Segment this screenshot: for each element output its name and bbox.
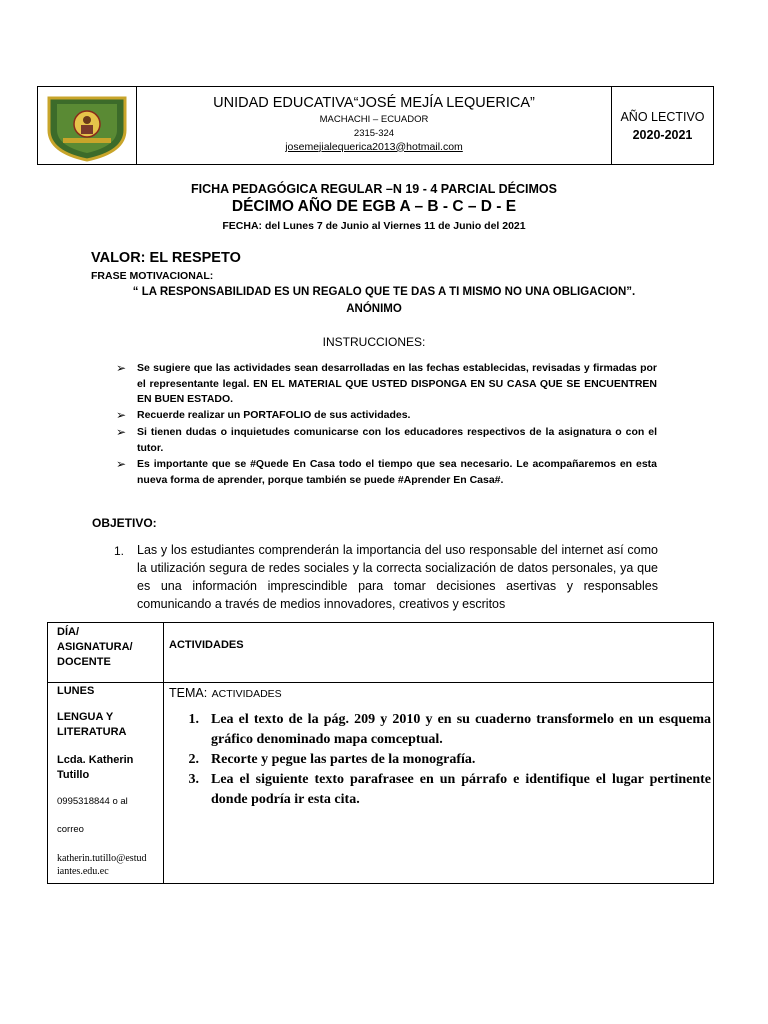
activity-item bbox=[169, 750, 713, 770]
year-label: AÑO LECTIVO bbox=[620, 109, 705, 124]
school-info-cell bbox=[137, 87, 612, 165]
instruction-item: Es importante que se #Quede En Casa todo el tiempo que sea necesario. Le acompañaremos en esta nueva forma de aprender, porque también se puede #Aprender En Casa#. bbox=[137, 458, 657, 486]
teacher-email[interactable]: katherin.tutillo@estudiantes.edu.ec bbox=[57, 853, 147, 877]
col-header-activities bbox=[164, 623, 714, 683]
tema-label: TEMA: bbox=[169, 686, 208, 700]
valor-heading: VALOR: EL RESPETO bbox=[91, 250, 241, 266]
activity-text: Lea el siguiente texto parafrasee en un párrafo e identifique el lugar pertinente donde podría ir esta cita. bbox=[211, 772, 711, 807]
activity-number: 3. bbox=[188, 772, 199, 787]
bullet-arrow-icon: ➢ bbox=[116, 425, 127, 439]
logo-cell bbox=[38, 87, 137, 165]
col-header-day-label: DÍA/ ASIGNATURA/ DOCENTE bbox=[57, 626, 133, 668]
objective-text: Las y los estudiantes comprenderán la importancia del uso responsable del internet así como la utilización segura de redes sociales y la correcta socialización de datos personales, ya que es una información imprescindible para tomar decisiones asertivas y responsables comunicando a través de medios innovadores, creativos y escritos bbox=[137, 543, 658, 611]
activity-list bbox=[169, 710, 713, 810]
objective-heading: OBJETIVO: bbox=[92, 516, 157, 530]
activities-table bbox=[47, 622, 714, 884]
col-header-activities-label: ACTIVIDADES bbox=[169, 639, 244, 651]
school-city: MACHACHI – ECUADOR bbox=[319, 113, 429, 125]
doc-subtitle: DÉCIMO AÑO DE EGB A – B - C – D - E bbox=[231, 198, 517, 215]
school-year-cell bbox=[612, 87, 714, 165]
teacher-phone: 0995318844 o al bbox=[57, 796, 128, 807]
school-crest-icon bbox=[43, 90, 131, 162]
objective-number: 1. bbox=[114, 544, 125, 558]
correo-label: correo bbox=[57, 824, 84, 835]
activity-item bbox=[169, 710, 713, 750]
subject-label: LENGUA Y LITERATURA bbox=[57, 711, 127, 738]
teacher-name: Lcda. Katherin Tutillo bbox=[57, 754, 134, 781]
doc-title: FICHA PEDAGÓGICA REGULAR –N 19 - 4 PARCIAL DÉCIMOS bbox=[190, 182, 557, 196]
instruction-item: Se sugiere que las actividades sean desarrolladas en las fechas establecidas, revisadas y firmadas por el representante legal. EN EL MATERIAL QUE USTED DISPONGA EN SU CASA QUE SE ENCUENTREN EN BUEN ESTADO. bbox=[137, 362, 657, 405]
day-label: LUNES bbox=[57, 685, 95, 697]
doc-date: FECHA: del Lunes 7 de Junio al Viernes 11 de Junio del 2021 bbox=[222, 220, 526, 232]
school-phone: 2315-324 bbox=[353, 127, 395, 139]
tema-line bbox=[169, 684, 713, 702]
activities-cell bbox=[164, 683, 714, 884]
frase-label: FRASE MOTIVACIONAL: bbox=[91, 270, 214, 282]
frase-text: “ LA RESPONSABILIDAD ES UN REGALO QUE TE DAS A TI MISMO NO UNA OBLIGACION”. bbox=[132, 286, 636, 298]
school-email[interactable]: josemejialequerica2013@hotmail.com bbox=[285, 140, 463, 153]
activity-number: 2. bbox=[188, 752, 199, 767]
activity-item bbox=[169, 770, 713, 810]
instructions-heading: INSTRUCCIONES: bbox=[322, 335, 426, 349]
activity-text: Recorte y pegue las partes de la monografía. bbox=[211, 752, 476, 767]
bullet-arrow-icon: ➢ bbox=[116, 361, 127, 375]
day-cell bbox=[48, 683, 164, 884]
tema-value: ACTIVIDADES bbox=[211, 688, 282, 700]
instruction-item: Recuerde realizar un PORTAFOLIO de sus actividades. bbox=[137, 409, 411, 421]
bullet-arrow-icon: ➢ bbox=[116, 408, 127, 422]
instruction-item: Si tienen dudas o inquietudes comunicarse con los educadores respectivos de la asignatura o con el tutor. bbox=[137, 426, 657, 454]
year-value: 2020-2021 bbox=[632, 127, 693, 142]
bullet-arrow-icon: ➢ bbox=[116, 457, 127, 471]
frase-author: ANÓNIMO bbox=[346, 303, 402, 315]
activity-text: Lea el texto de la pág. 209 y 2010 y en su cuaderno transformelo en un esquema gráfico denominado mapa comceptual. bbox=[211, 712, 711, 747]
header-table bbox=[37, 86, 714, 165]
school-name: UNIDAD EDUCATIVA“JOSÉ MEJÍA LEQUERICA” bbox=[213, 94, 535, 111]
activity-number: 1. bbox=[188, 712, 199, 727]
col-header-day bbox=[48, 623, 164, 683]
